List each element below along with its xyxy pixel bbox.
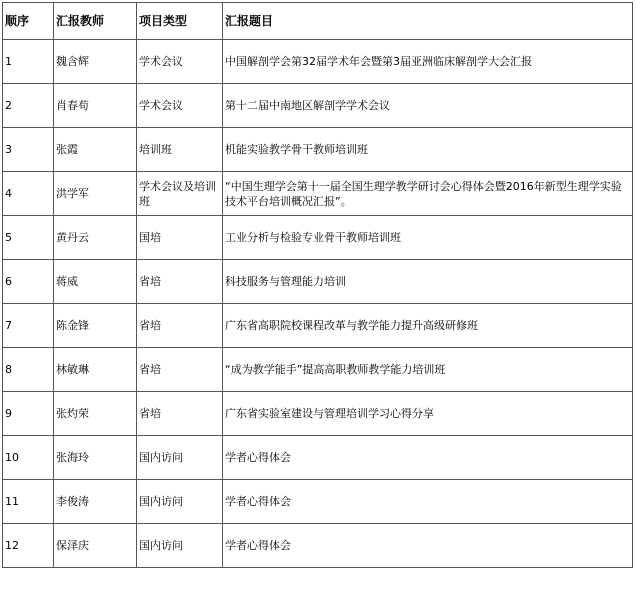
cell-title: 学者心得体会 bbox=[223, 524, 633, 568]
table-header-row bbox=[3, 3, 633, 40]
cell-type: 国内访问 bbox=[137, 480, 223, 524]
table-row bbox=[3, 172, 633, 216]
table-row bbox=[3, 40, 633, 84]
table-row bbox=[3, 128, 633, 172]
cell-teacher: 黄丹云 bbox=[54, 216, 137, 260]
table-row bbox=[3, 436, 633, 480]
cell-teacher: 张海玲 bbox=[54, 436, 137, 480]
cell-title: 第十二届中南地区解剖学学术会议 bbox=[223, 84, 633, 128]
cell-type: 省培 bbox=[137, 392, 223, 436]
cell-type: 省培 bbox=[137, 348, 223, 392]
cell-order: 9 bbox=[3, 392, 54, 436]
cell-order: 7 bbox=[3, 304, 54, 348]
table-row bbox=[3, 480, 633, 524]
cell-teacher: 肖春苟 bbox=[54, 84, 137, 128]
cell-teacher: 洪学军 bbox=[54, 172, 137, 216]
cell-type: 学术会议 bbox=[137, 40, 223, 84]
cell-order: 6 bbox=[3, 260, 54, 304]
cell-title: 广东省高职院校课程改革与教学能力提升高级研修班 bbox=[223, 304, 633, 348]
table-row bbox=[3, 216, 633, 260]
header-type: 项目类型 bbox=[137, 3, 223, 40]
cell-order: 5 bbox=[3, 216, 54, 260]
cell-order: 1 bbox=[3, 40, 54, 84]
cell-order: 3 bbox=[3, 128, 54, 172]
cell-title: 学者心得体会 bbox=[223, 480, 633, 524]
cell-type: 省培 bbox=[137, 304, 223, 348]
cell-order: 12 bbox=[3, 524, 54, 568]
table-row bbox=[3, 524, 633, 568]
cell-type: 国内访问 bbox=[137, 524, 223, 568]
cell-teacher: 林敏琳 bbox=[54, 348, 137, 392]
table-row bbox=[3, 392, 633, 436]
cell-teacher: 蒋威 bbox=[54, 260, 137, 304]
cell-teacher: 李俊涛 bbox=[54, 480, 137, 524]
table-row bbox=[3, 348, 633, 392]
cell-type: 学术会议及培训班 bbox=[137, 172, 223, 216]
cell-type: 学术会议 bbox=[137, 84, 223, 128]
cell-order: 4 bbox=[3, 172, 54, 216]
cell-title: 中国解剖学会第32届学术年会暨第3届亚洲临床解剖学大会汇报 bbox=[223, 40, 633, 84]
cell-teacher: 保泽庆 bbox=[54, 524, 137, 568]
report-schedule-table bbox=[2, 2, 633, 568]
cell-teacher: 张灼荣 bbox=[54, 392, 137, 436]
header-teacher: 汇报教师 bbox=[54, 3, 137, 40]
cell-teacher: 张霞 bbox=[54, 128, 137, 172]
cell-title: “中国生理学会第十一届全国生理学教学研讨会心得体会暨2016年新型生理学实验技术平台培训概况汇报”。 bbox=[223, 172, 633, 216]
header-order: 顺序 bbox=[3, 3, 54, 40]
cell-order: 8 bbox=[3, 348, 54, 392]
cell-title: 学者心得体会 bbox=[223, 436, 633, 480]
cell-title: 工业分析与检验专业骨干教师培训班 bbox=[223, 216, 633, 260]
cell-type: 培训班 bbox=[137, 128, 223, 172]
cell-type: 国内访问 bbox=[137, 436, 223, 480]
cell-title: 广东省实验室建设与管理培训学习心得分享 bbox=[223, 392, 633, 436]
cell-order: 10 bbox=[3, 436, 54, 480]
cell-title: “成为教学能手”提高高职教师教学能力培训班 bbox=[223, 348, 633, 392]
table-row bbox=[3, 260, 633, 304]
cell-order: 2 bbox=[3, 84, 54, 128]
cell-type: 国培 bbox=[137, 216, 223, 260]
cell-order: 11 bbox=[3, 480, 54, 524]
table-row bbox=[3, 84, 633, 128]
cell-teacher: 魏含辉 bbox=[54, 40, 137, 84]
cell-title: 机能实验教学骨干教师培训班 bbox=[223, 128, 633, 172]
table-row bbox=[3, 304, 633, 348]
header-title: 汇报题目 bbox=[223, 3, 633, 40]
cell-type: 省培 bbox=[137, 260, 223, 304]
cell-teacher: 陈金锋 bbox=[54, 304, 137, 348]
cell-title: 科技服务与管理能力培训 bbox=[223, 260, 633, 304]
